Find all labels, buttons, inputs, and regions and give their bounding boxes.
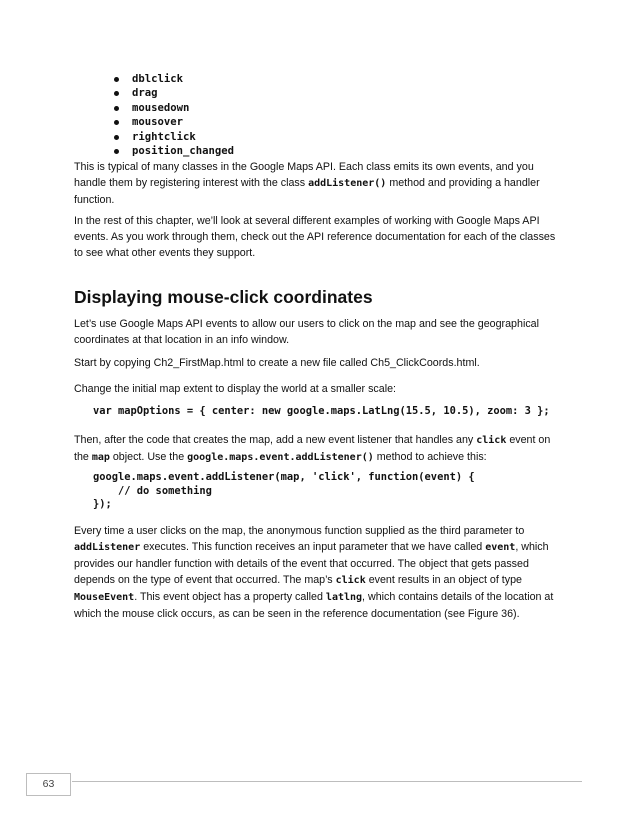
page-number: 63 (42, 778, 55, 790)
code-add-listener: google.maps.event.addListener(map, 'click', function(event) { // do something }); (93, 471, 475, 510)
list-item: rightclick (112, 130, 234, 144)
paragraph-event-listener: Then, after the code that creates the map, add a new event listener that handles any click event on the map object. Use the google.maps.event.addListener() method to achieve this: (74, 434, 551, 463)
bullet-icon (114, 149, 119, 154)
code-map-options: var mapOptions = { center: new google.maps.LatLng(15.5, 10.5), zoom: 3 }; (93, 405, 550, 417)
list-item: mousedown (112, 101, 234, 115)
bullet-icon (114, 91, 119, 96)
bullet-icon (114, 77, 119, 82)
bullet-icon (114, 106, 119, 111)
paragraph-change-extent: Change the initial map extent to display the world at a smaller scale: (74, 383, 396, 395)
paragraph-copy-file: Start by copying Ch2_FirstMap.html to create a new file called Ch5_ClickCoords.html. (74, 357, 480, 369)
footer-rule (72, 781, 582, 782)
paragraph-anonymous-function: Every time a user clicks on the map, the anonymous function supplied as the third parameter to addListener executes. This function receives an input parameter that we have called event, which provides our handler function with details of the event that occurred. The object that gets passed depends on the type of event that occurred. The map’s click event results in an object of type MouseEvent. This event object has a property called latlng, which contains details of the location at which the mouse click occurs, as can be seen in the reference documentation (see Figure 36). (74, 525, 554, 620)
bullet-icon (114, 120, 119, 125)
paragraph-typical-classes: This is typical of many classes in the Google Maps API. Each class emits its own events, and you handle them by registering interest with the class addListener() method and providing a handler function. (74, 161, 540, 206)
paragraph-rest-of-chapter: In the rest of this chapter, we’ll look at several different examples of working with Google Maps API events. As you work through them, check out the API reference documentation for each of the classes to see what other events they support. (74, 215, 556, 259)
paragraph-intro: Let’s use Google Maps API events to allow our users to click on the map and see the geographical coordinates at that location in an info window. (74, 318, 539, 346)
event-list (112, 72, 234, 158)
list-item: position_changed (112, 144, 234, 158)
list-item: mousover (112, 115, 234, 129)
list-item: drag (112, 86, 234, 100)
section-heading: Displaying mouse-click coordinates (74, 287, 373, 307)
bullet-icon (114, 135, 119, 140)
list-item: dblclick (112, 72, 234, 86)
